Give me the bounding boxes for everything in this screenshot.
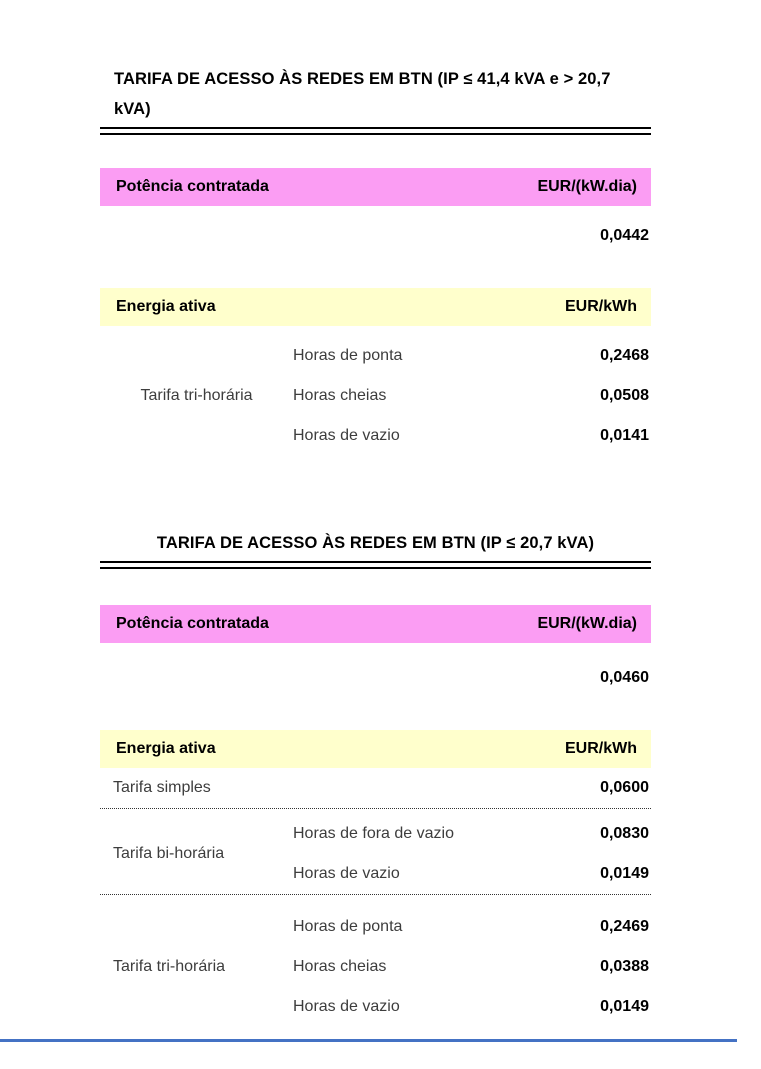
table1-power-value: 0,0442 [600, 227, 649, 244]
table2-tri-horaria-group [100, 895, 651, 1027]
table-row [293, 907, 651, 947]
row-value: 0,0141 [600, 427, 649, 444]
row-label: Tarifa simples [113, 779, 211, 796]
table2-energy-unit: EUR/kWh [565, 740, 637, 757]
row-label: Horas cheias [293, 387, 387, 404]
row-label: Horas de vazio [293, 998, 400, 1015]
table2-bi-horaria-group [100, 809, 651, 895]
table-row [293, 416, 651, 456]
table1-energy-label: Energia ativa [116, 298, 216, 315]
table2-energy-header-row [100, 730, 651, 768]
table1-title: TARIFA DE ACESSO ÀS REDES EM BTN (IP ≤ 41,4 kVA e > 20,7 kVA) [114, 70, 611, 118]
table1-power-unit: EUR/(kW.dia) [537, 178, 637, 195]
table2-power-value: 0,0460 [600, 669, 649, 686]
row-value: 0,0388 [600, 958, 649, 975]
table-row [293, 947, 651, 987]
table2-title: TARIFA DE ACESSO ÀS REDES EM BTN (IP ≤ 20,7 kVA) [156, 534, 595, 552]
table1-power-label: Potência contratada [116, 178, 269, 195]
table-row [293, 336, 651, 376]
group-label: Tarifa tri-horária [113, 958, 226, 975]
row-label: Horas de vazio [293, 865, 400, 882]
table2-tarifa-simples-row [100, 768, 651, 809]
table-row [293, 814, 651, 854]
table1-power-value-row [100, 221, 651, 251]
table-row [293, 376, 651, 416]
row-label: Horas de ponta [293, 918, 403, 935]
bottom-blue-rule [0, 1039, 737, 1042]
table1-energy-header-row [100, 288, 651, 326]
row-value: 0,0830 [600, 825, 649, 842]
table2-power-value-row [100, 663, 651, 693]
table2-energy-label: Energia ativa [116, 740, 216, 757]
group-label: Tarifa tri-horária [140, 387, 253, 404]
row-label: Horas cheias [293, 958, 387, 975]
row-label: Horas de fora de vazio [293, 825, 454, 842]
table2-power-unit: EUR/(kW.dia) [537, 615, 637, 632]
table1-power-header-row [100, 168, 651, 206]
table2-power-header-row [100, 605, 651, 643]
row-label: Horas de ponta [293, 347, 403, 364]
table1-title-double-rule [100, 127, 651, 135]
group-label: Tarifa bi-horária [113, 845, 225, 862]
document-content [100, 0, 651, 1027]
row-value: 0,2469 [600, 918, 649, 935]
row-label: Horas de vazio [293, 427, 400, 444]
row-value: 0,0149 [600, 998, 649, 1015]
table2-power-label: Potência contratada [116, 615, 269, 632]
table-row [293, 987, 651, 1027]
row-value: 0,2468 [600, 347, 649, 364]
row-value: 0,0149 [600, 865, 649, 882]
table-row [293, 854, 651, 894]
table2-title-double-rule [100, 561, 651, 569]
table1-tri-horaria-group [100, 336, 651, 456]
row-value: 0,0508 [600, 387, 649, 404]
row-value: 0,0600 [600, 779, 649, 796]
table1-rows [100, 336, 651, 456]
table1-energy-unit: EUR/kWh [565, 298, 637, 315]
